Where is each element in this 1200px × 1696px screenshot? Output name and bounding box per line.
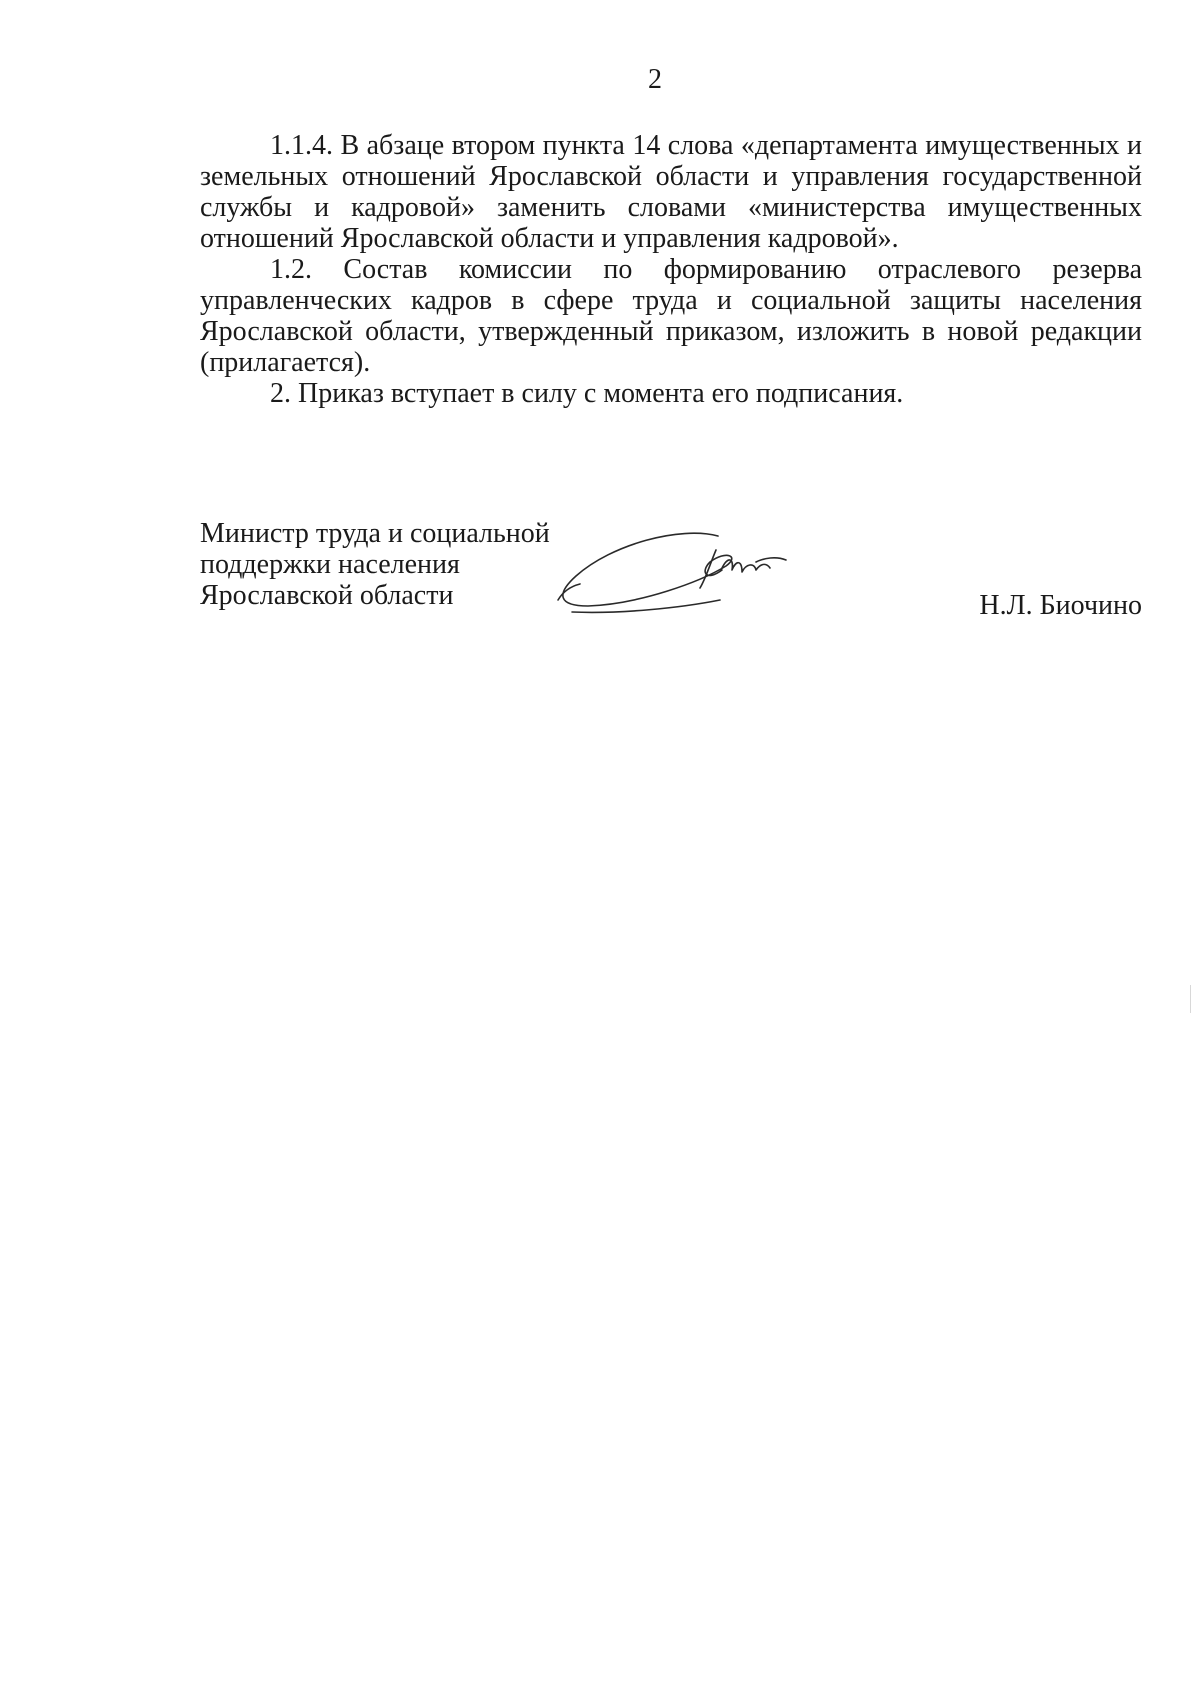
position-line-2: поддержки населения: [200, 549, 460, 580]
scan-margin-mark: [1190, 985, 1191, 1013]
handwritten-signature: [550, 520, 790, 620]
paragraph-1-2: 1.2. Состав комиссии по формированию отраслевого резерва управленческих кадров в сфере труда и социальной защиты населения Ярославской области, утвержденный приказом, изложить в новой редакции (прилагается).: [200, 254, 1142, 378]
signature-block: [200, 518, 1142, 628]
position-line-1: Министр труда и социальной: [200, 518, 550, 549]
signatory-position: [200, 518, 600, 611]
paragraph-1-1-4: 1.1.4. В абзаце втором пункта 14 слова «департамента имущественных и земельных отношений Ярославской области и управления государственной службы и кадровой» заменить словами «министерства имущественных отношений Ярославской области и управления кадровой».: [200, 130, 1142, 254]
signatory-name: Н.Л. Биочино: [979, 590, 1142, 621]
paragraph-2: 2. Приказ вступает в силу с момента его подписания.: [270, 378, 904, 409]
position-line-3: Ярославской области: [200, 580, 454, 611]
document-body: [200, 130, 1142, 409]
signature-letters-stroke: [700, 550, 786, 588]
signature-flourish-stroke: [558, 584, 580, 600]
page-number: 2: [648, 64, 662, 95]
signature-loop-stroke: [563, 533, 732, 606]
